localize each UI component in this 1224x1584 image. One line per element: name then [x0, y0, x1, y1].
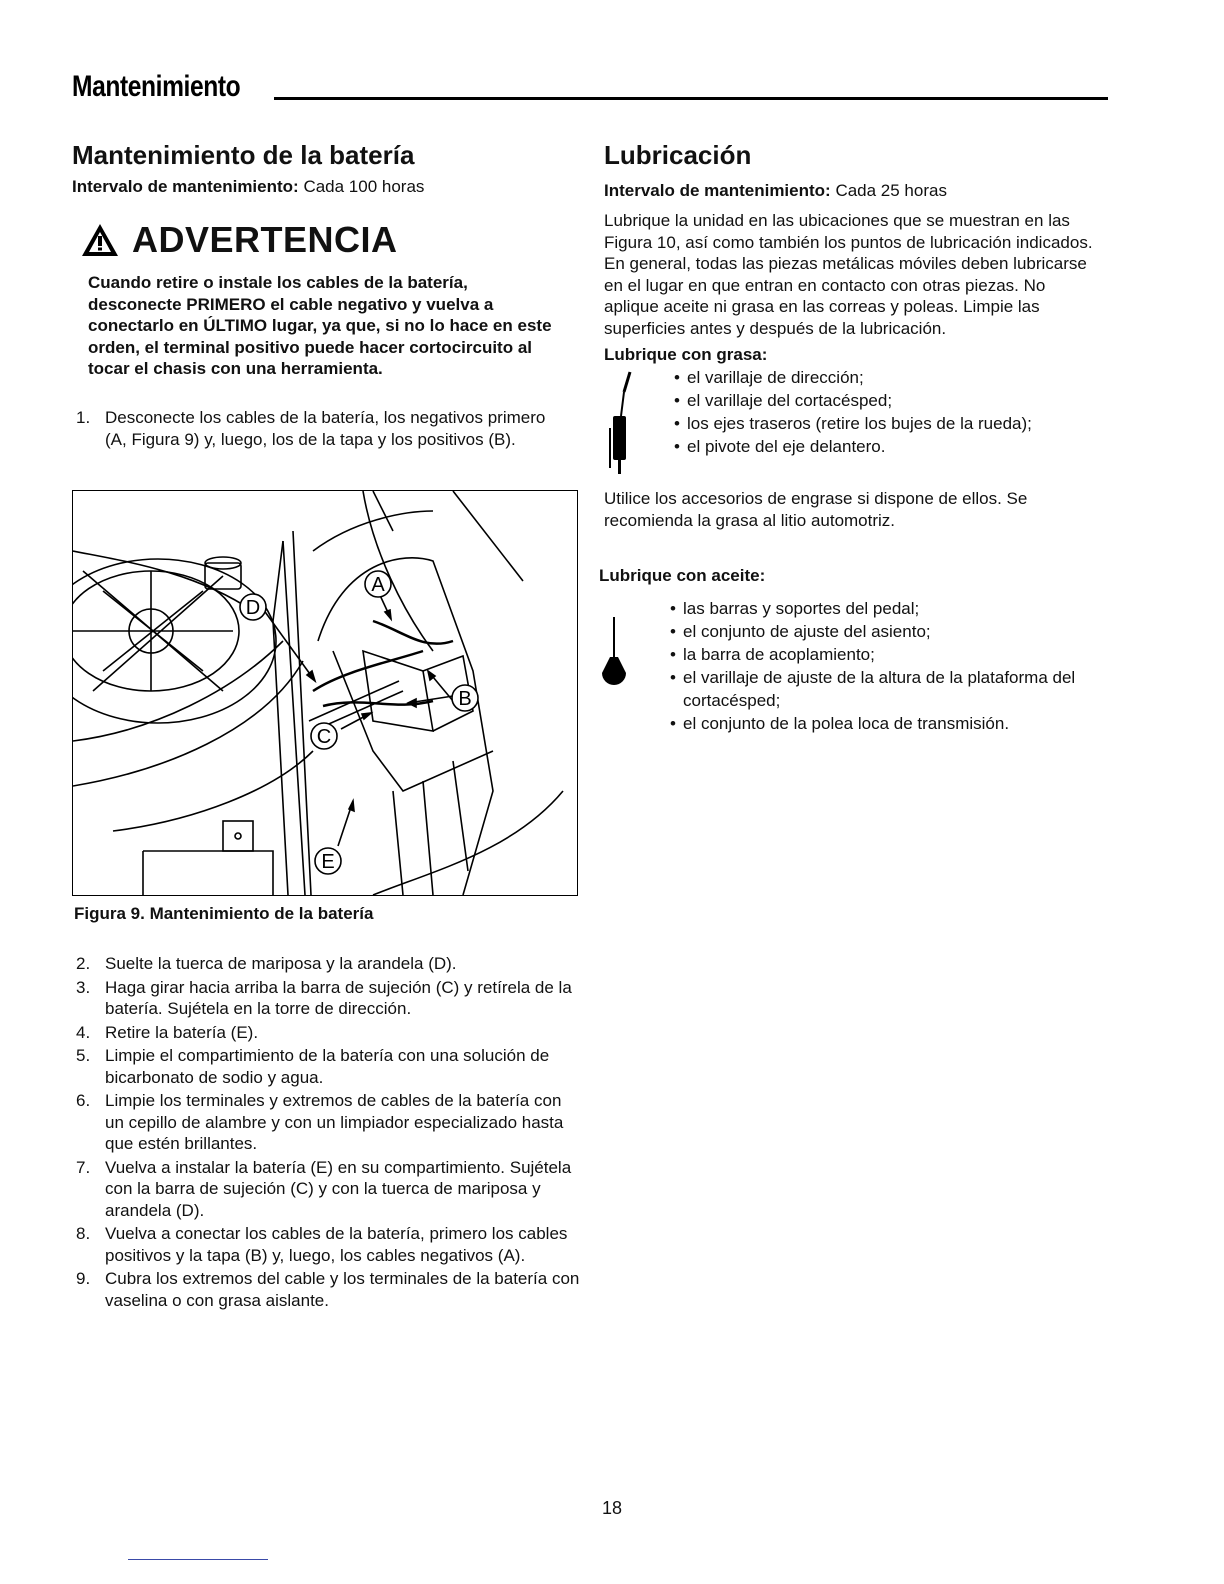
- figure-9-battery-image: [72, 490, 578, 896]
- list-item: • el varillaje de dirección;: [674, 366, 1114, 389]
- list-item: [72, 1223, 582, 1266]
- footer-line: [128, 1559, 268, 1560]
- list-item: [72, 1045, 582, 1088]
- figure-caption: Figura 9. Mantenimiento de la batería: [74, 904, 374, 923]
- step-text: Retire la batería (E).: [105, 1022, 259, 1042]
- step-number: 7.: [76, 1157, 91, 1177]
- step-number: 6.: [76, 1091, 91, 1110]
- lubrication-interval-label: Intervalo de mantenimiento:: [604, 181, 831, 200]
- oil-can-icon: [596, 617, 632, 691]
- page-number: 18: [601, 1498, 623, 1518]
- list-item: [72, 1268, 582, 1311]
- list-item: • la barra de acoplamiento;: [670, 643, 1090, 666]
- list-item: [72, 953, 582, 975]
- step-text: Limpie los terminales y extremos de cables de la batería con un cepillo de alambre y con un limpiador especializado hasta que estén brillantes.: [105, 1091, 564, 1153]
- warning-triangle-icon: [80, 222, 120, 258]
- figure-label: B: [458, 688, 472, 710]
- list-item: [72, 1022, 582, 1044]
- list-item: • el varillaje de ajuste de la altura de la plataforma del cortacésped;: [670, 666, 1090, 712]
- grease-block: [604, 366, 1108, 478]
- list-item: [72, 407, 562, 450]
- battery-heading: Mantenimiento de la batería: [72, 140, 415, 170]
- oil-heading: Lubrique con aceite:: [599, 566, 766, 585]
- page-header: [72, 70, 1108, 104]
- lubrication-interval-value: Cada 25 horas: [835, 181, 947, 200]
- lubrication-intro: Lubrique la unidad en las ubicaciones que se muestran en las Figura 10, así como también los puntos de lubricación indicados. En general, todas las piezas metálicas móviles deben lubricarse en el lugar en que entran en contacto con otras piezas. No aplique aceite ni grasa en las correas y poleas. Limpie las superficies antes y después de la lubricación.: [604, 211, 1093, 338]
- header-rule: [274, 97, 1108, 100]
- battery-steps: [72, 953, 582, 1313]
- step-text: Cubra los extremos del cable y los terminales de la batería con vaselina o con grasa aislante.: [105, 1269, 580, 1310]
- list-item: • el conjunto de ajuste del asiento;: [670, 620, 1090, 643]
- list-item: • las barras y soportes del pedal;: [670, 597, 1090, 620]
- warning-title: ADVERTENCIA: [132, 219, 398, 260]
- lubrication-heading: Lubricación: [604, 140, 752, 170]
- oil-list: [670, 597, 1090, 735]
- list-item: [72, 977, 582, 1020]
- oil-block: [604, 597, 1108, 737]
- figure-label: E: [321, 851, 335, 873]
- list-item: • el pivote del eje delantero.: [674, 435, 1114, 458]
- section-title: Mantenimiento: [72, 70, 241, 103]
- list-item: • los ejes traseros (retire los bujes de la rueda);: [674, 412, 1114, 435]
- list-item: [72, 1090, 582, 1155]
- list-item: [72, 1157, 582, 1222]
- grease-note: Utilice los accesorios de engrase si dispone de ellos. Se recomienda la grasa al litio automotriz.: [604, 489, 1028, 530]
- list-item: • el varillaje del cortacésped;: [674, 389, 1114, 412]
- grease-gun-icon: [606, 368, 636, 478]
- step-number: 4.: [76, 1022, 91, 1042]
- step-number: 1.: [76, 408, 91, 427]
- figure-label: A: [371, 574, 385, 596]
- step-number: 5.: [76, 1046, 91, 1065]
- step-text: Suelte la tuerca de mariposa y la arandela (D).: [105, 954, 457, 973]
- step-number: 9.: [76, 1269, 91, 1288]
- step-text: Vuelva a conectar los cables de la batería, primero los cables positivos y la tapa (B) y, luego, los cables negativos (A).: [105, 1224, 568, 1265]
- lubrication-section: [599, 138, 1108, 737]
- battery-illustration: [73, 491, 577, 895]
- battery-interval-label: Intervalo de mantenimiento:: [72, 177, 299, 196]
- step-text: Limpie el compartimiento de la batería con una solución de bicarbonato de sodio y agua.: [105, 1046, 550, 1087]
- battery-interval: [72, 176, 582, 198]
- figure-label: D: [245, 597, 261, 619]
- step-text: Desconecte los cables de la batería, los negativos primero (A, Figura 9) y, luego, los de la tapa y los positivos (B).: [105, 408, 546, 449]
- list-item: • el conjunto de la polea loca de transmisión.: [670, 712, 1090, 735]
- step-text: Vuelva a instalar la batería (E) en su compartimiento. Sujétela con la barra de sujeción (C) y con la tuerca de mariposa y arandela (D).: [105, 1157, 572, 1220]
- step-number: 2.: [76, 954, 91, 973]
- grease-list: [674, 366, 1114, 458]
- step-text: Haga girar hacia arriba la barra de sujeción (C) y retírela de la batería. Sujétela en la torre de dirección.: [105, 977, 572, 1018]
- warning-block-title: [80, 218, 582, 262]
- warning-text: Cuando retire o instale los cables de la batería, desconecte PRIMERO el cable negativo y vuelva a conectarlo en ÚLTIMO lugar, ya que, si no lo hace en este orden, el terminal positivo puede hacer cortocircuito al tocar el chasis con una herramienta.: [88, 273, 552, 378]
- battery-step-1: [72, 407, 562, 452]
- battery-section: [72, 138, 582, 380]
- step-number: 3.: [76, 977, 91, 997]
- lubrication-interval: [604, 180, 1108, 202]
- grease-heading: Lubrique con grasa:: [604, 345, 768, 364]
- step-number: 8.: [76, 1224, 91, 1243]
- battery-interval-value: Cada 100 horas: [303, 177, 425, 196]
- figure-label: C: [316, 726, 332, 748]
